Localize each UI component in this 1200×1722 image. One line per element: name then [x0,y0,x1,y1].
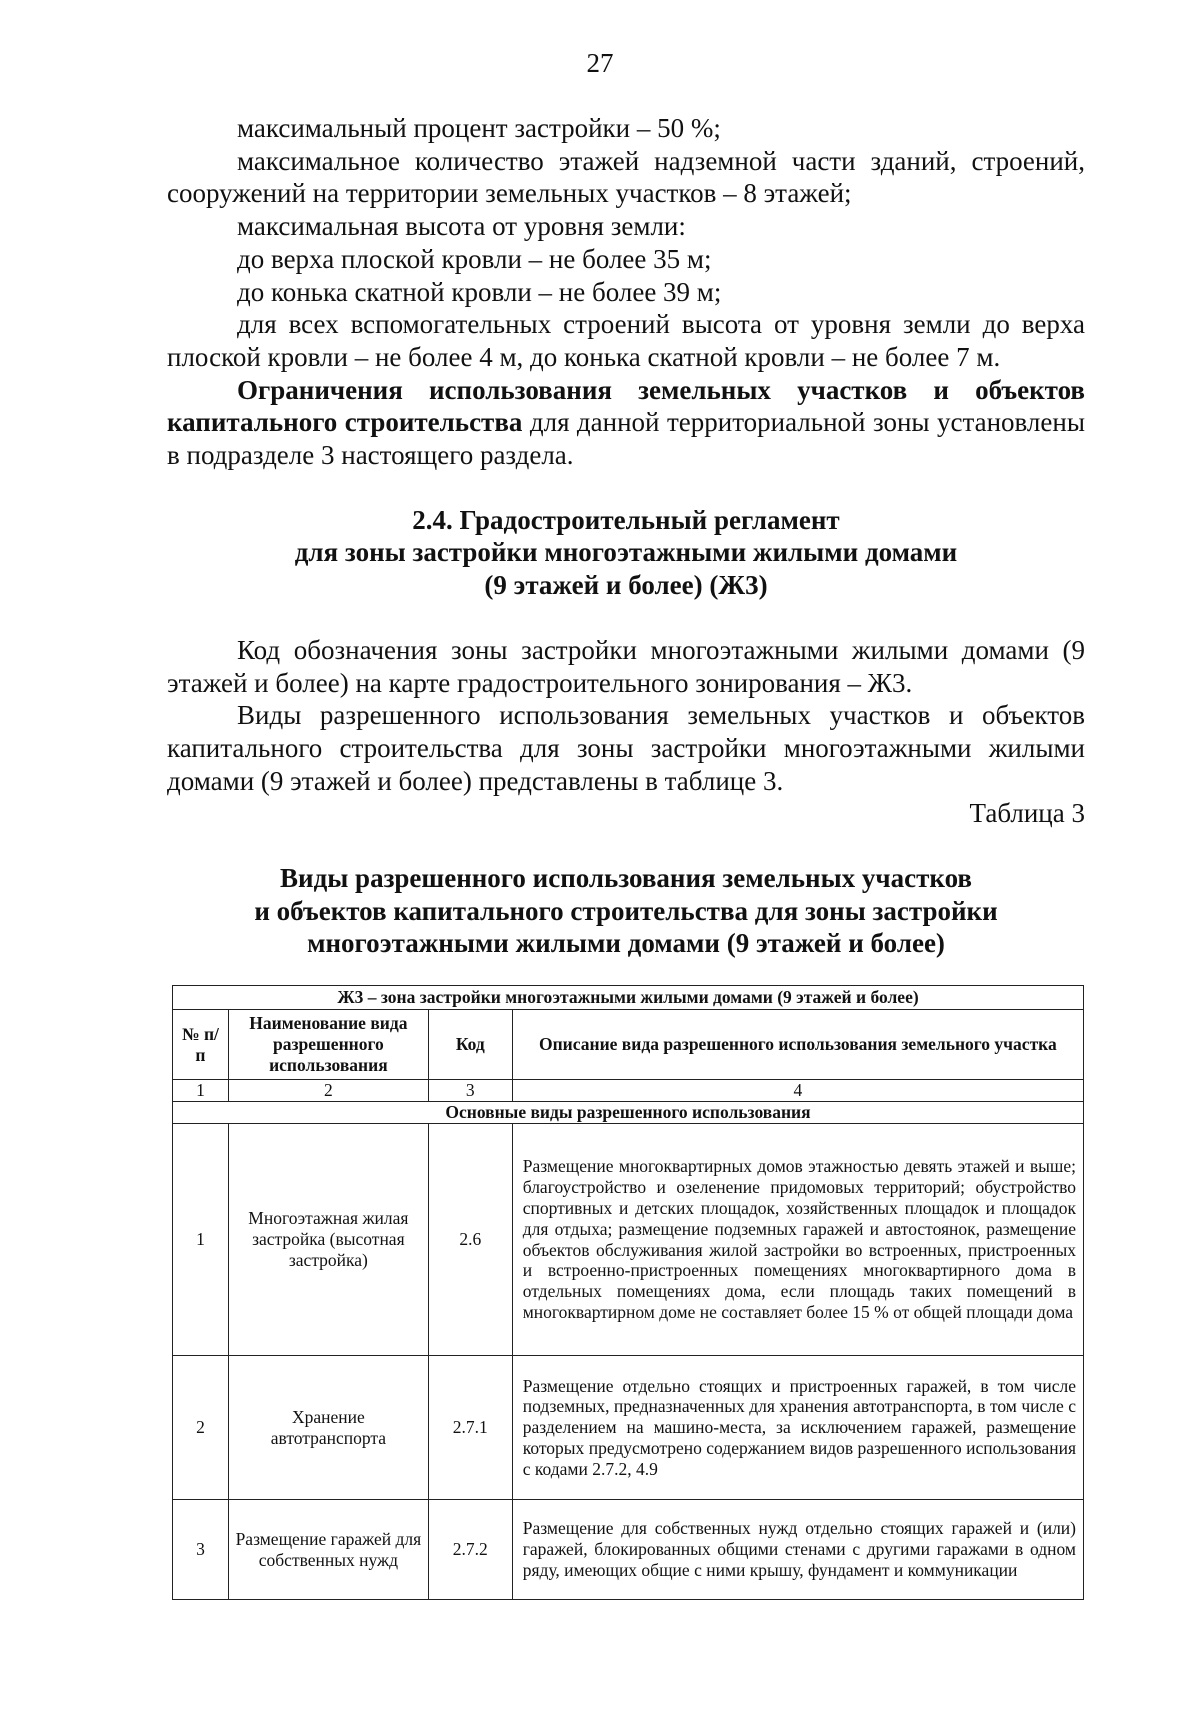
intro-paragraph: Код обозначения зоны застройки многоэтажными жилыми домами (9 этажей и более) на карте градостроительного зонирования – Ж3. [167,634,1085,698]
table-title-line: и объектов капитального строительства для зоны застройки [254,895,998,926]
zone-title: Ж3 – зона застройки многоэтажными жилыми домами (9 этажей и более) [173,986,1084,1010]
paragraph: до верха плоской кровли – не более 35 м; [237,243,712,274]
row-code: 2.6 [428,1124,512,1356]
table-row [173,1500,1084,1600]
column-number: 1 [173,1080,229,1102]
row-description: Размещение для собственных нужд отдельно стоящих гаражей и (или) гаражей, блокированных общими стенами с другими гаражами в одном ряду, имеющих общие с ними крышу, фундамент и коммуникации [512,1500,1083,1600]
column-numbers-row [173,1080,1084,1102]
zone-title-row [173,986,1084,1010]
paragraph: максимальный процент застройки – 50 %; [237,113,721,143]
restriction-text: для данной территориальной зоны установлены в подразделе 3 настоящего раздела. [167,407,1085,471]
paragraph: максимальное количество этажей надземной части зданий, строений, сооружений на территории земельных участков – 8 этажей; [167,145,1085,209]
header-name: Наименование вида разрешенного использования [228,1010,428,1080]
header-number: № п/п [173,1010,229,1080]
paragraph: до конька скатной кровли – не более 39 м; [237,276,722,307]
restriction-bold-text: Ограничения использования земельных участков и объектов капитального строительства [167,374,1085,438]
row-code: 2.7.1 [428,1356,512,1500]
paragraph: максимальная высота от уровня земли: [237,211,686,242]
row-description: Размещение отдельно стоящих и пристроенных гаражей, в том числе подземных, предназначенных для хранения автотранспорта, в том числе с разделением на машино-места, за исключением гаражей, размещение которых предусмотрено содержанием видов разрешенного использования с кодами 2.7.2, 4.9 [512,1356,1083,1500]
row-number: 1 [173,1124,229,1356]
column-number: 2 [228,1080,428,1102]
row-number: 2 [173,1356,229,1500]
page-number: 27 [586,48,614,78]
group-title-row [173,1102,1084,1124]
column-number: 4 [512,1080,1083,1102]
row-name: Многоэтажная жилая застройка (высотная застройка) [228,1124,428,1356]
table-row [173,1124,1084,1356]
section-heading-line: 2.4. Градостроительный регламент [412,504,840,535]
column-number: 3 [428,1080,512,1102]
row-name: Хранение автотранспорта [228,1356,428,1500]
regulation-table [172,985,1084,1600]
section-heading-line: для зоны застройки многоэтажными жилыми домами [294,537,958,568]
group-title: Основные виды разрешенного использования [173,1102,1084,1124]
header-code: Код [428,1010,512,1080]
section-heading [167,504,1085,602]
table-title-line: Виды разрешенного использования земельных участков [280,863,972,894]
table-title [167,862,1085,960]
document-body [167,112,1085,960]
table-caption: Таблица 3 [969,798,1085,829]
header-description: Описание вида разрешенного использования земельного участка [512,1010,1083,1080]
section-heading-line: (9 этажей и более) (Ж3) [484,570,768,601]
restriction-paragraph [167,374,1085,472]
table-row [173,1356,1084,1500]
row-code: 2.7.2 [428,1500,512,1600]
row-description: Размещение многоквартирных домов этажностью девять этажей и выше; благоустройство и озеленение придомовых территорий; обустройство спортивных и детских площадок, хозяйственных площадок и площадок для отдыха; размещение подземных гаражей и автостоянок, размещение объектов обслуживания жилой застройки во встроенных, пристроенных и встроенно-пристроенных помещениях многоквартирного дома в отдельных помещениях дома, если площадь таких помещений в многоквартирном доме не составляет более 15 % от общей площади дома [512,1124,1083,1356]
intro-paragraph: Виды разрешенного использования земельных участков и объектов капитального строительства для зоны застройки многоэтажными жилыми домами (9 этажей и более) представлены в таблице 3. [167,700,1085,796]
header-row [173,1010,1084,1080]
row-number: 3 [173,1500,229,1600]
row-name: Размещение гаражей для собственных нужд [228,1500,428,1600]
paragraph: для всех вспомогательных строений высота от уровня земли до верха плоской кровли – не более 4 м, до конька скатной кровли – не более 7 м. [167,309,1085,372]
table-title-line: многоэтажными жилыми домами (9 этажей и более) [307,928,945,959]
